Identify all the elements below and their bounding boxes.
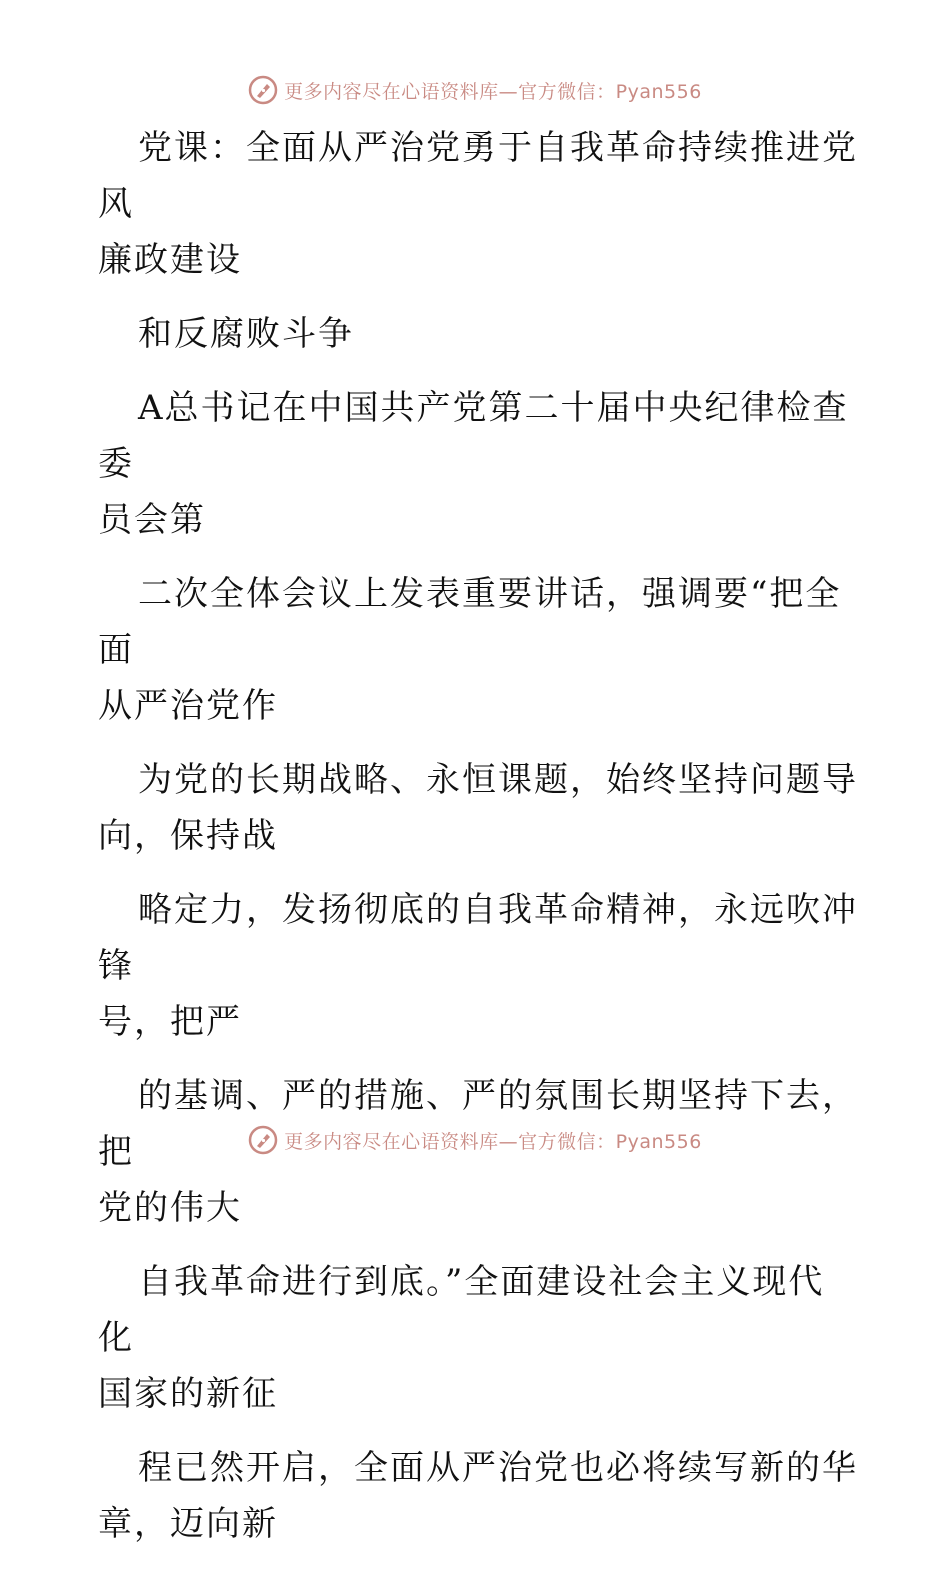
line: 二次全体会议上发表重要讲话，强调要“把全面 [98, 574, 842, 670]
paragraph-6 [98, 882, 858, 1050]
document-body [98, 120, 858, 1570]
line: 廉政建设 [98, 240, 242, 280]
line: 自我革命进行到底。”全面建设社会主义现代化 [98, 1262, 825, 1358]
footer-watermark [0, 1120, 950, 1160]
line: 员会第 [98, 500, 206, 540]
pen-nib-logo-icon [248, 1125, 278, 1155]
line: 国家的新征 [98, 1374, 278, 1414]
header-watermark [0, 70, 950, 110]
paragraph-8 [98, 1254, 858, 1422]
line: 党的伟大 [98, 1188, 242, 1228]
paragraph-9 [98, 1440, 858, 1552]
paragraph-3 [98, 380, 858, 548]
line: 为党的长期战略、永恒课题，始终坚持问题导 [138, 760, 858, 800]
line: 的基调、严的措施、严的氛围长期坚持下去，把 [98, 1076, 858, 1172]
paragraph-5 [98, 752, 858, 864]
paragraph-4 [98, 566, 858, 734]
pen-nib-logo-icon [248, 75, 278, 105]
line: 略定力，发扬彻底的自我革命精神，永远吹冲锋 [98, 890, 858, 986]
line: 章，迈向新 [98, 1504, 278, 1544]
line: 程已然开启，全面从严治党也必将续写新的华 [138, 1448, 858, 1488]
line: 从严治党作 [98, 686, 278, 726]
line: 号，把严 [98, 1002, 242, 1042]
footer-watermark-text: 更多内容尽在心语资料库—官方微信：Pyan556 [284, 1130, 702, 1153]
line: 和反腐败斗争 [138, 314, 354, 354]
line: 党课：全面从严治党勇于自我革命持续推进党风 [98, 128, 858, 224]
paragraph-2 [98, 306, 858, 362]
line: 向，保持战 [98, 816, 278, 856]
line: A总书记在中国共产党第二十届中央纪律检查委 [98, 388, 849, 484]
header-watermark-text: 更多内容尽在心语资料库—官方微信：Pyan556 [284, 80, 702, 103]
paragraph-1 [98, 120, 858, 288]
